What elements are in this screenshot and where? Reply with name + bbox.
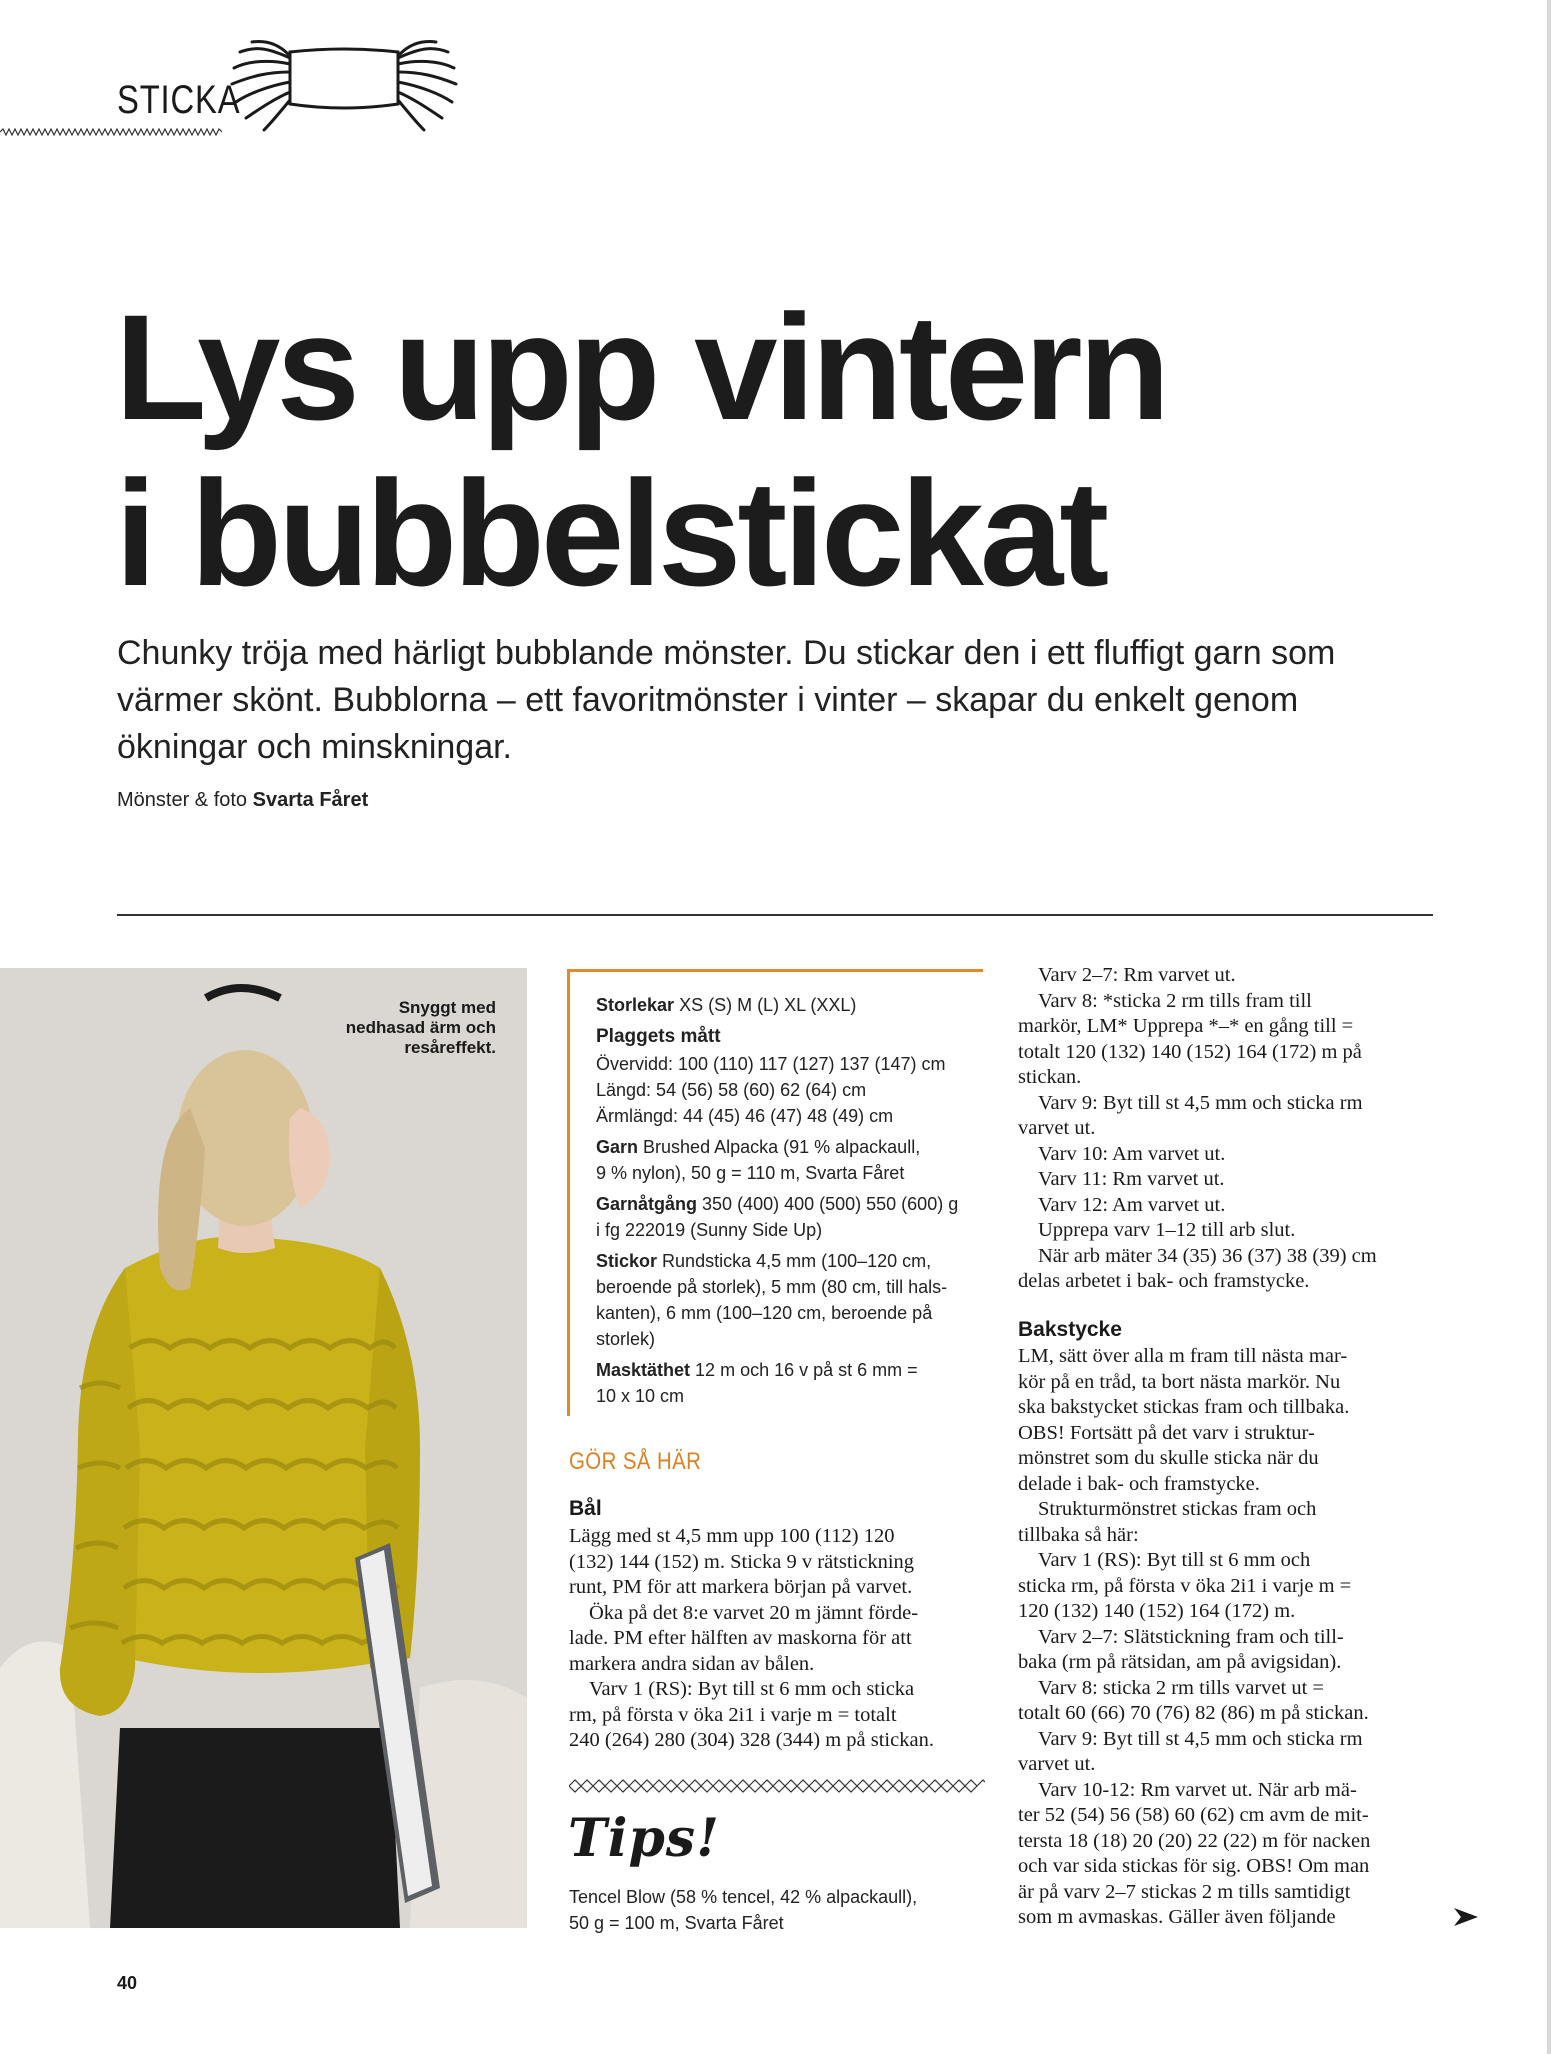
facts-box-left-border — [567, 969, 570, 1416]
fact-gauge — [596, 1357, 996, 1383]
text-line: delas arbetet i bak- och framstycke. — [1018, 1270, 1310, 1292]
fact-yarn-line-2: 9 % nylon), 50 g = 110 m, Svarta Fåret — [596, 1163, 905, 1183]
back-heading: Bakstycke — [1018, 1318, 1122, 1341]
continue-arrow-icon — [1454, 1906, 1478, 1928]
fact-gauge-line-1: 12 m och 16 v på st 6 mm = — [695, 1360, 918, 1380]
fact-needles-line-2: beroende på storlek), 5 mm (80 cm, till hals- — [596, 1277, 948, 1297]
section-label: STICKA — [117, 78, 241, 122]
text-line: Varv 8: *sticka 2 rm tills fram till — [1038, 989, 1312, 1012]
text-line: Varv 9: Byt till st 4,5 mm och sticka rm — [1038, 1091, 1363, 1114]
text-line: Varv 11: Rm varvet ut. — [1038, 1168, 1225, 1190]
text-line: totalt 120 (132) 140 (152) 164 (172) m på — [1018, 1040, 1362, 1063]
fact-yarn — [596, 1134, 996, 1160]
text-line: markera andra sidan av bålen. — [569, 1652, 815, 1675]
page-edge — [1547, 0, 1551, 2054]
how-heading: GÖR SÅ HÄR — [569, 1448, 702, 1475]
fact-yarn-line-1: Brushed Alpacka (91 % alpackaull, — [643, 1137, 921, 1157]
fact-yarn-label: Garn — [596, 1137, 639, 1157]
fact-sizes — [596, 992, 996, 1018]
text-line: Varv 2–7: Slätstickning fram och till- — [1038, 1625, 1344, 1648]
fact-sizes-value: XS (S) M (L) XL (XXL) — [679, 995, 857, 1015]
fact-bust: Övervidd: 100 (110) 117 (127) 137 (147) cm — [596, 1054, 946, 1074]
fact-length: Längd: 54 (56) 58 (60) 62 (64) cm — [596, 1080, 867, 1100]
fact-needles-line-1: Rundsticka 4,5 mm (100–120 cm, — [662, 1251, 932, 1271]
body-heading: Bål — [569, 1497, 602, 1520]
text-line: markör, LM* Upprepa *–* en gång till = — [1018, 1015, 1354, 1037]
text-line: Varv 10-12: Rm varvet ut. När arb mä- — [1038, 1778, 1357, 1801]
credit-prefix: Mönster & foto — [117, 789, 248, 811]
fact-sizes-label: Storlekar — [596, 995, 675, 1015]
fact-amount-line-2: i fg 222019 (Sunny Side Up) — [596, 1220, 823, 1240]
text-line: baka (rm på rätsidan, am på avigsidan). — [1018, 1651, 1342, 1673]
zigzag-rule — [0, 128, 222, 136]
credit — [117, 789, 368, 812]
text-line: Upprepa varv 1–12 till arb slut. — [1038, 1219, 1296, 1241]
yarn-skein-icon — [228, 38, 460, 138]
text-line: ska bakstycket stickas fram och tillbaka. — [1018, 1396, 1350, 1418]
text-line: Öka på det 8:e varvet 20 m jämnt förde- — [589, 1601, 919, 1624]
text-line: tersta 18 (18) 20 (20) 22 (22) m för nacken — [1018, 1829, 1371, 1852]
text-line: varvet ut. — [1018, 1753, 1096, 1775]
text-line: sticka rm, på första v öka 2i1 i varje m = — [1018, 1574, 1352, 1597]
text-line: tillbaka så här: — [1018, 1523, 1139, 1546]
tips-line-2: 50 g = 100 m, Svarta Fåret — [569, 1913, 784, 1933]
text-line: Lägg med st 4,5 mm upp 100 (112) 120 — [569, 1525, 895, 1547]
fact-needles-label: Stickor — [596, 1251, 658, 1271]
text-line: varvet ut. — [1018, 1117, 1096, 1139]
text-line: Varv 10: Am varvet ut. — [1038, 1142, 1226, 1165]
text-line: är på varv 2–7 stickas 2 m tills samtidigt — [1018, 1880, 1351, 1903]
text-line: och var sida stickas för sig. OBS! Om man — [1018, 1855, 1370, 1877]
page-title — [115, 284, 1166, 616]
sweater-photo — [0, 968, 527, 1928]
text-line: Varv 1 (RS): Byt till st 6 mm och sticka — [589, 1678, 915, 1700]
fact-sleeve: Ärmlängd: 44 (45) 46 (47) 48 (49) cm — [596, 1106, 894, 1126]
fact-gauge-label: Masktäthet — [596, 1360, 691, 1380]
text-line: rm, på första v öka 2i1 i varje m = totalt — [569, 1703, 897, 1726]
text-line: delade i bak- och framstycke. — [1018, 1472, 1260, 1495]
text-line: Varv 12: Am varvet ut. — [1038, 1193, 1226, 1216]
text-line: Varv 1 (RS): Byt till st 6 mm och — [1038, 1549, 1311, 1571]
body-text — [569, 1524, 989, 1754]
title-line-2: i bubbelstickat — [115, 449, 1106, 617]
fact-gauge-line-2: 10 x 10 cm — [596, 1386, 685, 1406]
page-number: 40 — [117, 1973, 138, 1993]
text-line: Varv 2–7: Rm varvet ut. — [1038, 964, 1236, 986]
text-line: som m avmaskas. Gäller även följande — [1018, 1906, 1336, 1928]
text-line: totalt 60 (66) 70 (76) 82 (86) m på stickan. — [1018, 1702, 1369, 1724]
text-line: mönstret som du skulle sticka när du — [1018, 1447, 1319, 1469]
text-line: Strukturmönstret stickas fram och — [1038, 1498, 1317, 1520]
text-line: 120 (132) 140 (152) 164 (172) m. — [1018, 1600, 1296, 1622]
text-line: ter 52 (54) 56 (58) 60 (62) cm avm de mit- — [1018, 1804, 1369, 1826]
fact-needles-line-4: storlek) — [596, 1329, 656, 1349]
fact-amount-label: Garnåtgång — [596, 1194, 698, 1214]
title-line-1: Lys upp vintern — [115, 283, 1167, 451]
text-line: stickan. — [1018, 1066, 1082, 1088]
tips-title: Tips! — [568, 1808, 720, 1869]
text-line: Varv 8: sticka 2 rm tills varvet ut = — [1038, 1676, 1324, 1699]
divider — [117, 914, 1433, 916]
text-line: LM, sätt över alla m fram till nästa mar- — [1018, 1345, 1348, 1367]
text-line: runt, PM för att markera början på varvet. — [569, 1576, 913, 1598]
tips-line-1: Tencel Blow (58 % tencel, 42 % alpackaull), — [569, 1887, 918, 1907]
fact-needles — [596, 1248, 996, 1274]
facts-box-top-border — [567, 969, 983, 972]
lead-text: Chunky tröja med härligt bubblande mönster. Du stickar den i ett fluffigt garn som värmer skönt. Bubblorna – ett favoritmönster i vinter – skapar du enkelt genom ökningar och minskningar. — [117, 634, 1336, 766]
tips-text — [569, 1884, 989, 1936]
text-line: När arb mäter 34 (35) 36 (37) 38 (39) cm — [1038, 1244, 1377, 1267]
right-column-top — [1018, 963, 1438, 1295]
text-line: 240 (264) 280 (304) 328 (344) m på stickan. — [569, 1729, 934, 1751]
photo-caption: Snyggt med nedhasad ärm och resåreffekt. — [345, 998, 496, 1057]
fact-needles-line-3: kanten), 6 mm (100–120 cm, beroende på — [596, 1303, 933, 1323]
credit-name: Svarta Fåret — [252, 789, 369, 811]
right-column-back — [1018, 1344, 1438, 1931]
fact-amount — [596, 1191, 996, 1217]
text-line: Varv 9: Byt till st 4,5 mm och sticka rm — [1038, 1727, 1363, 1750]
text-line: kör på en tråd, ta bort nästa markör. Nu — [1018, 1370, 1341, 1393]
text-line: lade. PM efter hälften av maskorna för att — [569, 1627, 912, 1649]
fact-measures-label: Plaggets mått — [596, 1026, 721, 1047]
diamond-rule — [569, 1779, 985, 1793]
text-line: (132) 144 (152) m. Sticka 9 v rätstickning — [569, 1550, 915, 1573]
fact-amount-line-1: 350 (400) 400 (500) 550 (600) g — [702, 1194, 959, 1214]
text-line: OBS! Fortsätt på det varv i struktur- — [1018, 1421, 1315, 1444]
